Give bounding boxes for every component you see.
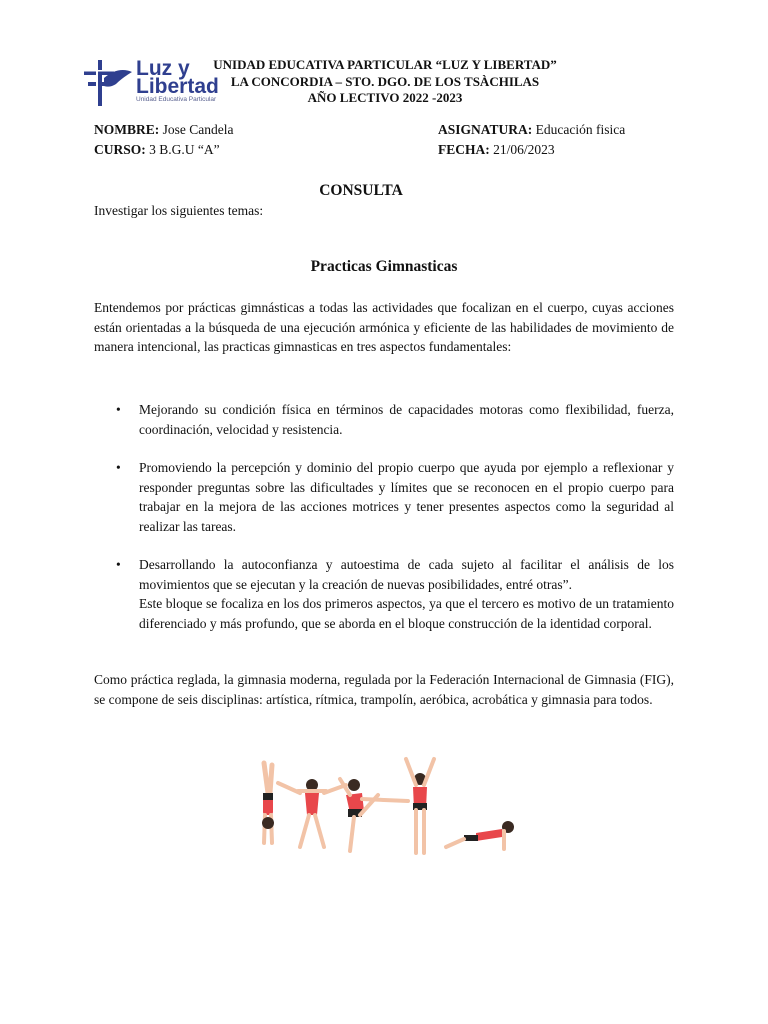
bullet-text: Promoviendo la percepción y dominio del propio cuerpo que ayuda por ejemplo a reflexionar y responder preguntas sobre las dificultades y límites que se reconocen en el propio cuerpo para trabajar en la mejora de las acciones motrices y tener presentes aspectos como la seguridad al realizar las tareas. (139, 460, 674, 534)
curso-label: CURSO: (94, 142, 146, 157)
list-item (94, 400, 674, 439)
cross-dove-icon (74, 58, 134, 108)
curso-row (94, 141, 220, 159)
gymnast-arms-up (406, 759, 434, 853)
bullet-list (94, 555, 674, 633)
consulta-title: CONSULTA (319, 182, 403, 199)
section-title: Practicas Gimnasticas (310, 258, 458, 275)
bullet-dot-icon: • (116, 557, 121, 572)
logo-subtitle: Unidad Educativa Particular (136, 96, 217, 103)
gymnast-plank (446, 821, 514, 849)
bullet-list (94, 458, 674, 536)
fecha-value: 21/06/2023 (493, 142, 555, 157)
asignatura-label: ASIGNATURA: (438, 122, 533, 137)
gymnasts-illustration (250, 755, 530, 895)
bullet-text: Desarrollando la autoconfianza y autoestima de cada sujeto al facilitar el análisis de los movimientos que se ejecutan y la creación de nuevas posibilidades, entré otras”. (139, 557, 674, 592)
bullet-list (94, 400, 674, 439)
bullet-text: Mejorando su condición física en términos de capacidades motoras como flexibilidad, fuerza, coordinación, velocidad y resistencia. (139, 402, 674, 437)
logo-text-line1: Luz y (136, 57, 190, 80)
fecha-row (438, 141, 555, 159)
curso-value: 3 B.G.U “A” (149, 142, 220, 157)
school-name: UNIDAD EDUCATIVA PARTICULAR “LUZ Y LIBERTAD” (213, 57, 557, 72)
school-location: LA CONCORDIA – STO. DGO. DE LOS TSÀCHILAS (230, 74, 540, 89)
paragraph-2: Como práctica reglada, la gimnasia moderna, regulada por la Federación Internacional de Gimnasia (FIG), se compone de seis disciplinas: artística, rítmica, trampolín, aeróbica, acrobática y gimnasia para todos. (94, 672, 674, 707)
bullet-dot-icon: • (116, 460, 121, 475)
gymnast-balance (340, 779, 408, 851)
intro-text: Investigar los siguientes temas: (94, 203, 264, 218)
asignatura-value: Educación fisica (535, 122, 626, 137)
list-item (94, 458, 674, 536)
nombre-label: NOMBRE: (94, 122, 160, 137)
bullet-dot-icon: • (116, 402, 121, 417)
asignatura-row (438, 121, 625, 139)
school-year: AÑO LECTIVO 2022 -2023 (307, 90, 463, 105)
bullet-continuation: Este bloque se focaliza en los dos primeros aspectos, ya que el tercero es motivo de un tratamiento diferenciado y más profundo, que se aborda en el bloque construcción de la identidad corporal. (139, 596, 674, 631)
gymnasts-figure (250, 755, 530, 895)
gymnast-arms-out (278, 779, 346, 847)
nombre-value: Jose Candela (162, 122, 234, 137)
gymnast-handstand (262, 763, 274, 843)
paragraph-1: Entendemos por prácticas gimnásticas a todas las actividades que focalizan en el cuerpo, cuyas acciones están orientadas a la búsqueda de una ejecución armónica y eficiente de las habilidades de movimiento de manera intencional, las practicas gimnasticas en tres aspectos fundamentales: (94, 300, 674, 354)
nombre-row (94, 121, 233, 139)
fecha-label: FECHA: (438, 142, 490, 157)
logo-text-line2: Libertad (136, 75, 219, 98)
list-item (94, 555, 674, 633)
